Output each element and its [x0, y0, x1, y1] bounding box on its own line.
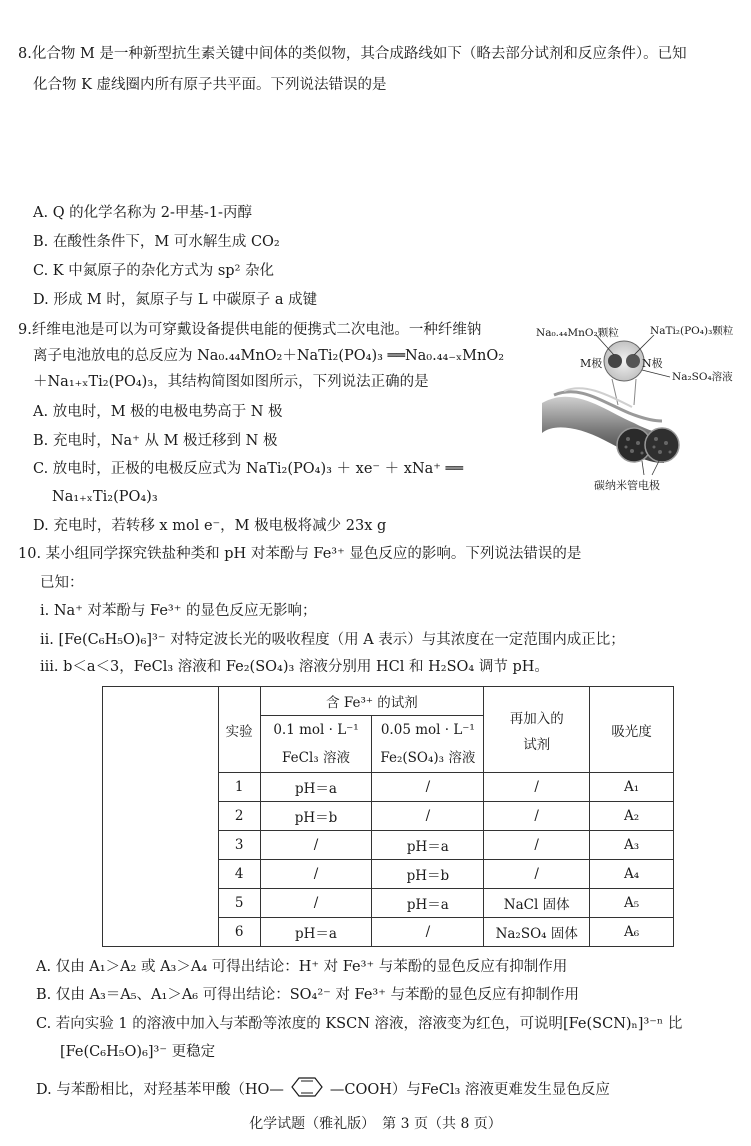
- table-row: 1 pH＝a / / A₁: [103, 773, 674, 802]
- header-added-line2: 试剂: [523, 736, 551, 753]
- table-row: 5 / pH＝a NaCl 固体 A₅: [103, 889, 674, 918]
- fiber-battery-figure: [534, 315, 749, 495]
- header-abs: 吸光度: [590, 687, 674, 773]
- label-particle-left: Na₀.₄₄MnO₂颗粒: [536, 327, 619, 339]
- q9-option-b: B. 充电时，Na⁺ 从 M 极迁移到 N 极: [33, 433, 278, 449]
- q8-stem-line2: 化合物 K 虚线圈内所有原子共平面。下列说法错误的是: [33, 77, 387, 93]
- q9-stem-line2: 离子电池放电的总反应为 Na₀.₄₄MnO₂＋NaTi₂(PO₄)₃ ══Na₀.₄₄₋ₓMnO₂: [33, 348, 505, 364]
- table-row: 6 pH＝a / Na₂SO₄ 固体 A₆: [103, 918, 674, 947]
- q9-option-c: C. 放电时，正极的电极反应式为 NaTi₂(PO₄)₃ ＋ xe⁻ ＋ xNa⁺ ══: [33, 461, 464, 477]
- label-n-pole: N极: [642, 357, 663, 370]
- q10-known-1: ⅰ. Na⁺ 对苯酚与 Fe³⁺ 的显色反应无影响；: [40, 603, 317, 619]
- experiment-table: [102, 686, 674, 947]
- header-added-line1: 再加入的: [509, 710, 564, 727]
- q8-option-a: A. Q 的化学名称为 2-甲基-1-丙醇: [33, 205, 252, 221]
- q10-known-label: 已知：: [40, 575, 84, 591]
- page-footer: 化学试题（雅礼版） 第 3 页（共 8 页）: [249, 1116, 502, 1132]
- q9-option-c-cont: Na₁₊ₓTi₂(PO₄)₃: [52, 489, 158, 505]
- q10-option-c-line1: C. 若向实验 1 的溶液中加入与苯酚等浓度的 KSCN 溶液，溶液变为红色，可说明[Fe(SCN)ₙ]³⁻ⁿ 比: [36, 1016, 683, 1032]
- table-blank-cell: [103, 687, 219, 947]
- header-added: [484, 687, 590, 773]
- q9-option-d: D. 充电时，若转移 x mol e⁻，M 极电极将减少 23x g: [33, 518, 387, 534]
- header-fecl3-line1: 0.1 mol · L⁻¹: [260, 716, 372, 745]
- header-exp: 实验: [218, 687, 260, 773]
- q10-option-d-pre: D. 与苯酚相比，对羟基苯甲酸（HO—: [36, 1082, 284, 1098]
- q8-option-b: B. 在酸性条件下，M 可水解生成 CO₂: [33, 234, 280, 250]
- header-fe2so4-line1: 0.05 mol · L⁻¹: [372, 716, 484, 745]
- label-m-pole: M极: [580, 357, 603, 370]
- q8-option-c: C. K 中氮原子的杂化方式为 sp² 杂化: [33, 263, 274, 279]
- q10-option-c-line2: [Fe(C₆H₅O)₆]³⁻ 更稳定: [60, 1044, 216, 1060]
- header-fecl3-line2: FeCl₃ 溶液: [260, 744, 372, 773]
- q8-option-d: D. 形成 M 时，氮原子与 L 中碳原子 a 成键: [33, 292, 318, 308]
- header-fe2so4-line2: Fe₂(SO₄)₃ 溶液: [372, 744, 484, 773]
- table-row: 3 / pH＝a / A₃: [103, 831, 674, 860]
- q9-option-a: A. 放电时，M 极的电极电势高于 N 极: [33, 404, 283, 420]
- particle-right: [626, 354, 640, 368]
- label-particle-right: NaTi₂(PO₄)₃颗粒: [650, 325, 734, 337]
- q10-option-b: B. 仅由 A₃＝A₅、A₁＞A₆ 可得出结论：SO₄²⁻ 对 Fe³⁺ 与苯酚的显色反应有抑制作用: [36, 987, 579, 1003]
- q10-stem: 10. 某小组同学探究铁盐种类和 pH 对苯酚与 Fe³⁺ 显色反应的影响。下列说法错误的是: [18, 546, 582, 562]
- q10-option-d-post: —COOH）与FeCl₃ 溶液更难发生显色反应: [329, 1082, 610, 1098]
- q10-option-a: A. 仅由 A₁＞A₂ 或 A₃＞A₄ 可得出结论：H⁺ 对 Fe³⁺ 与苯酚的显色反应有抑制作用: [36, 959, 568, 975]
- header-fe-group: 含 Fe³⁺ 的试剂: [260, 687, 484, 716]
- table-row: 2 pH＝b / / A₂: [103, 802, 674, 831]
- electrode-end-right: [645, 428, 679, 462]
- q8-stem-line1: 8.化合物 M 是一种新型抗生素关键中间体的类似物，其合成路线如下（略去部分试剂和反应条件）。已知: [18, 46, 687, 62]
- particle-left: [608, 354, 622, 368]
- q9-stem-line3: ＋Na₁₊ₓTi₂(PO₄)₃，其结构简图如图所示，下列说法正确的是: [33, 374, 429, 390]
- table-row: 4 / pH＝b / A₄: [103, 860, 674, 889]
- label-solution: Na₂SO₄溶液: [672, 371, 733, 383]
- benzene-ring-icon: [284, 1076, 330, 1104]
- q9-stem-line1: 9.纤维电池是可以为可穿戴设备提供电能的便携式二次电池。一种纤维钠: [18, 322, 482, 338]
- q10-known-3: ⅲ. b＜a＜3，FeCl₃ 溶液和 Fe₂(SO₄)₃ 溶液分别用 HCl 和 H₂SO₄ 调节 pH。: [40, 659, 549, 675]
- q10-known-2: ⅱ. [Fe(C₆H₅O)₆]³⁻ 对特定波长光的吸收程度（用 A 表示）与其浓度在一定范围内成正比；: [40, 632, 625, 648]
- fiber-battery-diagram: [534, 315, 749, 495]
- label-cnt-electrode: 碳纳米管电极: [594, 479, 660, 492]
- q10-option-d: [36, 1076, 610, 1104]
